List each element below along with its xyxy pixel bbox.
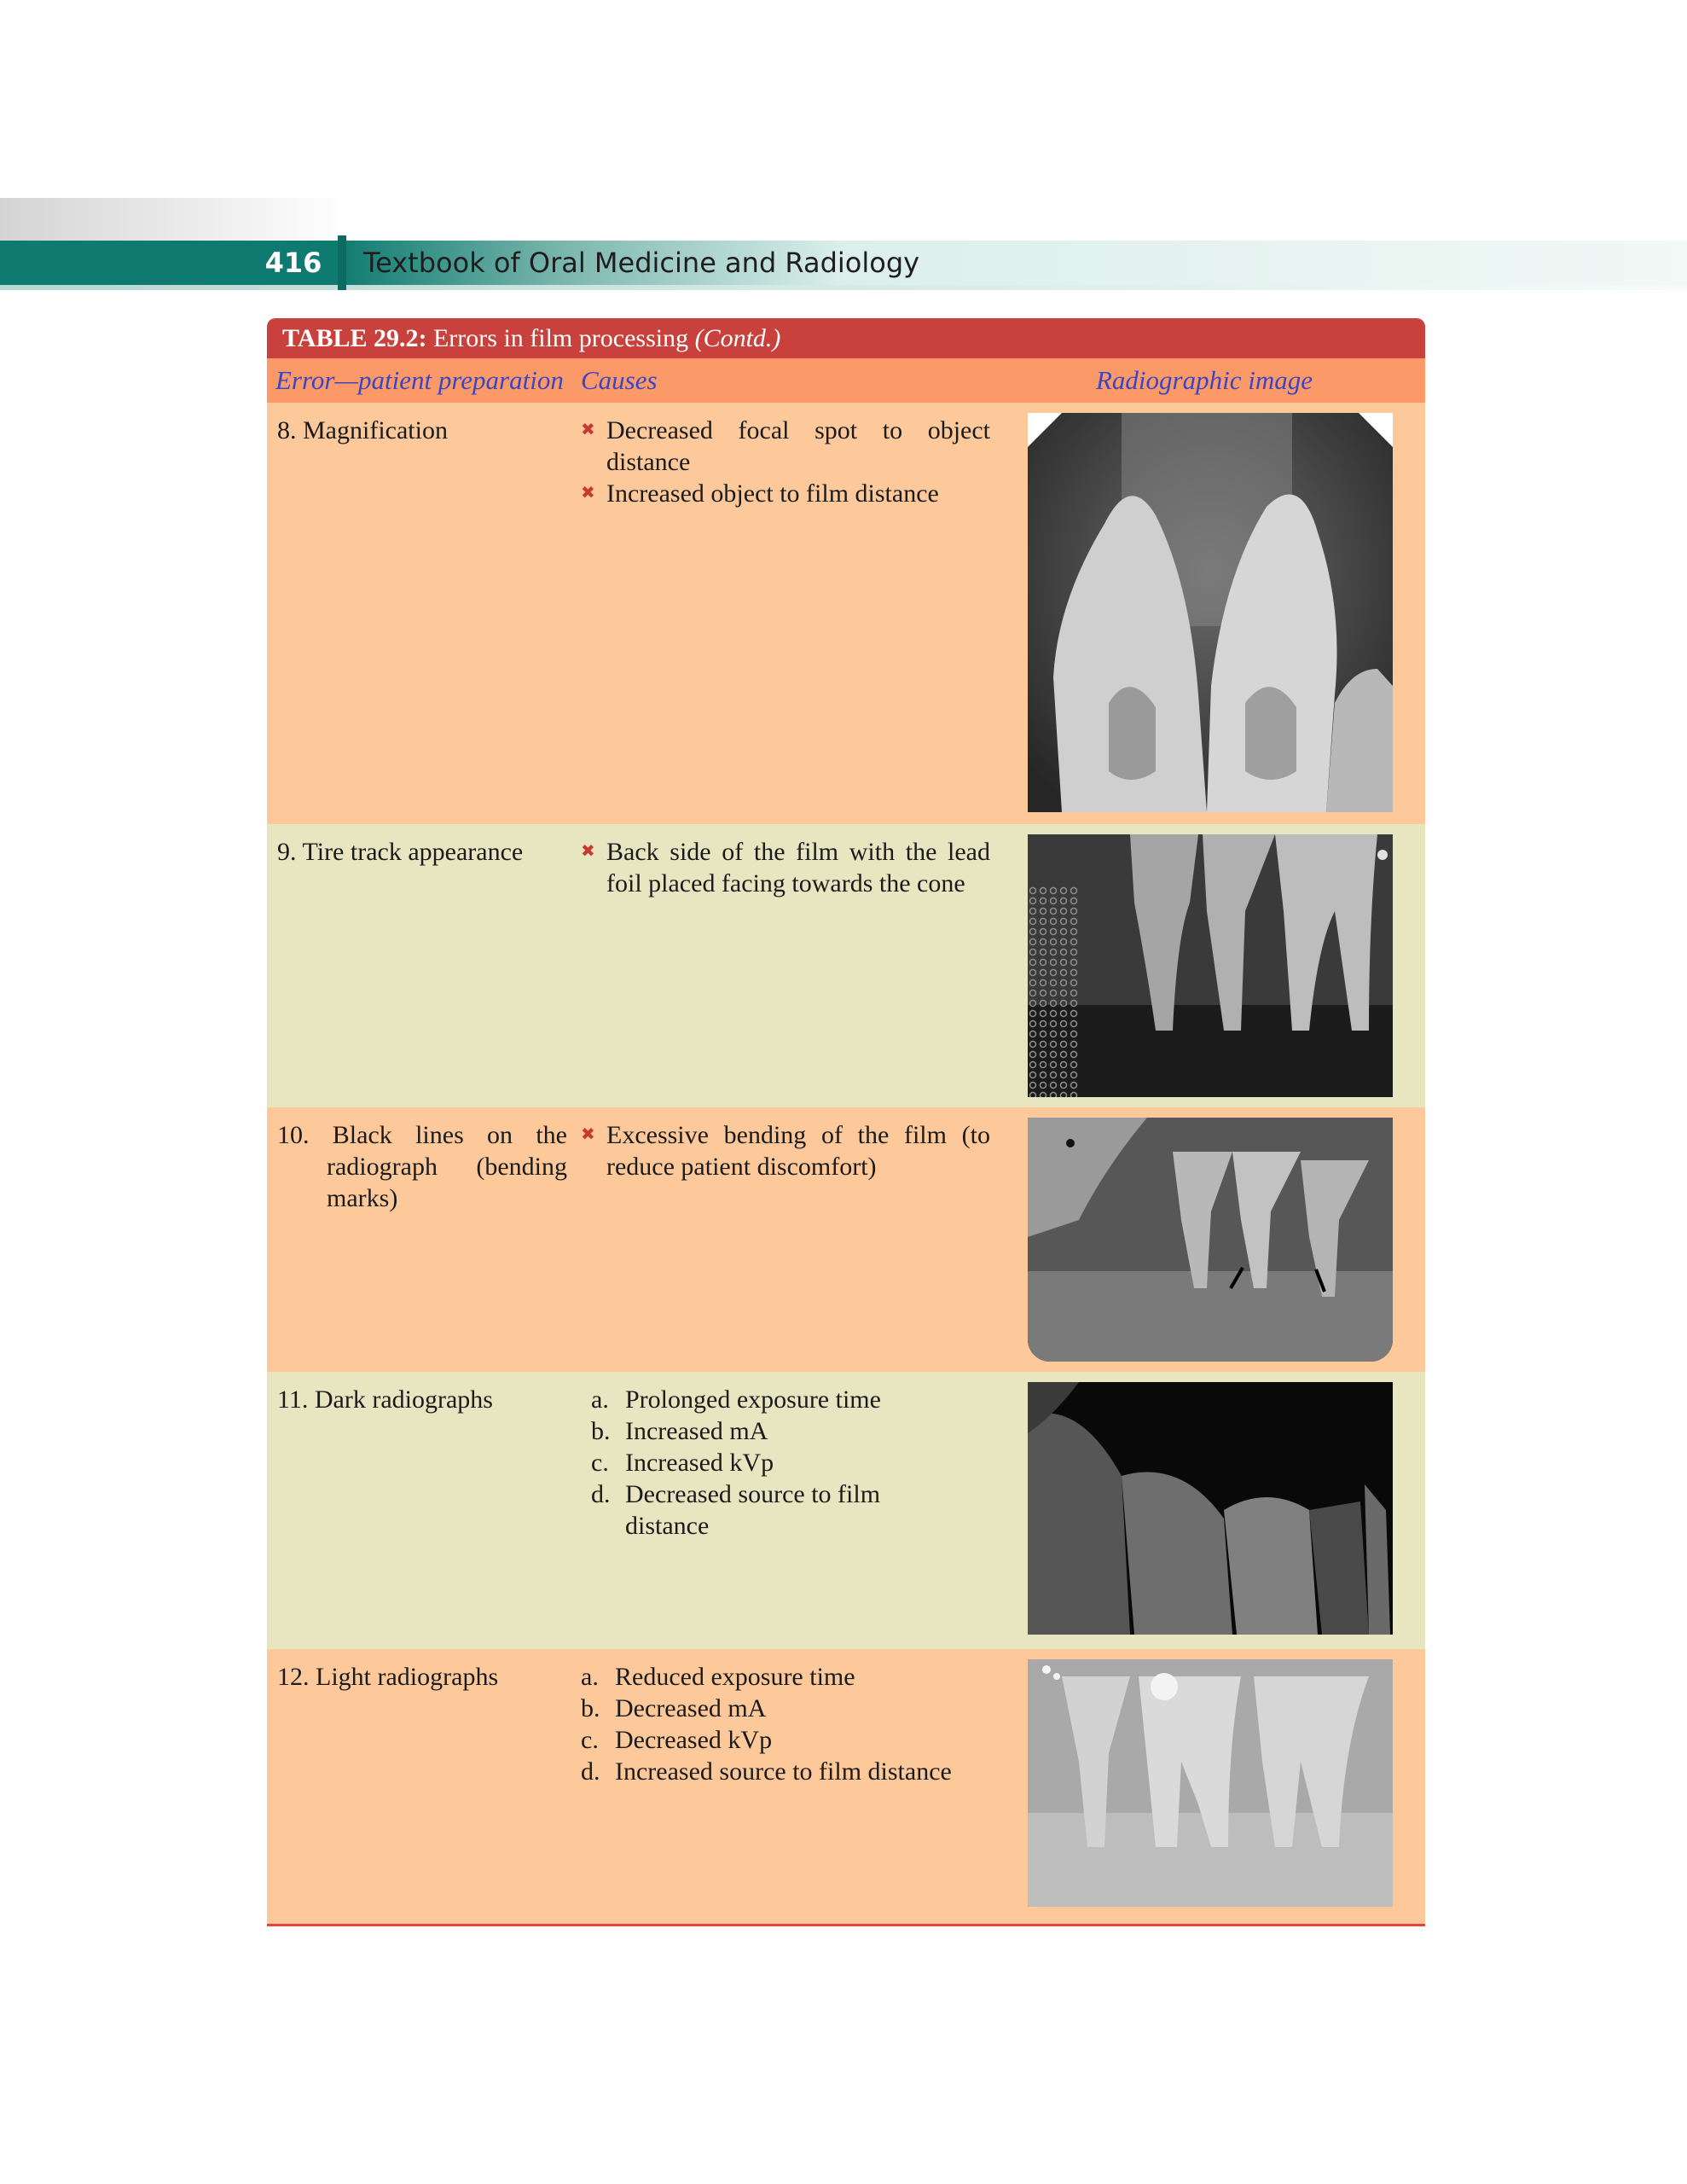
cross-bullet-icon: ✖: [581, 421, 595, 439]
page-number: 416: [264, 247, 322, 279]
cause-letter: d.: [591, 1480, 611, 1508]
radiograph-magnification: [1028, 413, 1393, 812]
cause-text: Decreased mA: [615, 1694, 767, 1722]
table-row-light-radiographs: [267, 1649, 1425, 1924]
cross-bullet-icon: ✖: [581, 484, 595, 502]
errors-table: [267, 318, 1425, 1926]
error-cell: [277, 1119, 567, 1214]
header-bar-shadow: [0, 285, 1687, 290]
cause-text: Decreased source to film distance: [625, 1480, 881, 1540]
incisor-xray-image: [1028, 413, 1393, 812]
cause-letter: d.: [581, 1757, 600, 1786]
cause-item: [591, 1384, 932, 1415]
header-divider: [338, 235, 346, 290]
radiograph-tire-track: [1028, 834, 1393, 1097]
cause-text: Back side of the film with the lead foil placed facing towards the cone: [606, 838, 990, 897]
table-row-black-lines: [267, 1107, 1425, 1372]
light-molar-xray-image: [1028, 1659, 1393, 1907]
cause-item: [581, 1693, 1024, 1724]
column-header-causes: Causes: [581, 365, 658, 395]
cause-item: [591, 1415, 932, 1447]
cause-text: Decreased kVp: [615, 1726, 773, 1754]
cause-item: [591, 1447, 932, 1478]
table-row-tire-track: [267, 824, 1425, 1107]
cause-letter: c.: [581, 1726, 599, 1754]
cause-letter: a.: [581, 1663, 599, 1691]
cause-item: [581, 1724, 1024, 1756]
cause-letter: b.: [591, 1417, 611, 1445]
radiograph-bending-marks: [1028, 1118, 1393, 1362]
cause-text: Decreased focal spot to object distance: [606, 416, 990, 476]
cause-text: Reduced exposure time: [615, 1663, 855, 1691]
cause-item: [581, 478, 990, 509]
molar-xray-image: [1028, 834, 1393, 1097]
cross-bullet-icon: ✖: [581, 842, 595, 861]
cause-letter: b.: [581, 1694, 600, 1722]
cause-item: [581, 836, 990, 899]
cause-item: [581, 415, 990, 478]
table-row-dark-radiographs: [267, 1372, 1425, 1649]
cause-item: [581, 1661, 1024, 1693]
table-contd: (Contd.): [694, 324, 781, 352]
cause-text: Increased kVp: [625, 1449, 774, 1477]
cause-text: Excessive bending of the film (to reduce patient discomfort): [606, 1121, 990, 1181]
error-cell: 11. Dark radiographs: [277, 1385, 493, 1414]
cause-letter: c.: [591, 1449, 609, 1477]
table-label: TABLE 29.2:: [282, 324, 427, 352]
cause-text: Increased object to film distance: [606, 479, 939, 508]
cause-text: Increased mA: [625, 1417, 768, 1445]
table-caption: [267, 318, 1425, 358]
table-row-magnification: [267, 403, 1425, 824]
cause-text: Increased source to film distance: [615, 1757, 952, 1786]
dark-molar-xray-image: [1028, 1382, 1393, 1635]
cause-item: [581, 1756, 1024, 1787]
cross-bullet-icon: ✖: [581, 1125, 595, 1144]
error-cell: 8. Magnification: [277, 416, 448, 444]
cause-letter: a.: [591, 1385, 609, 1414]
header-fade: [0, 198, 350, 242]
mandible-xray-image: [1028, 1118, 1393, 1362]
radiograph-dark: [1028, 1382, 1393, 1635]
book-title: Textbook of Oral Medicine and Radiology: [363, 247, 920, 279]
error-cell: 9. Tire track appearance: [277, 838, 524, 866]
cause-text: Prolonged exposure time: [625, 1385, 881, 1414]
column-header-error: Error—patient preparation: [275, 365, 564, 395]
causes-cell: [591, 1384, 932, 1542]
radiograph-light: [1028, 1659, 1393, 1907]
cause-item: [591, 1478, 932, 1542]
error-text: 10. Black lines on the radiograph (bending marks): [277, 1121, 567, 1212]
cause-item: [581, 1119, 990, 1182]
table-title: Errors in film processing: [426, 324, 695, 352]
column-header-image: Radiographic image: [1096, 365, 1313, 395]
column-headers: [267, 358, 1425, 403]
error-cell: 12. Light radiographs: [277, 1663, 499, 1691]
causes-cell: [581, 1661, 1024, 1787]
